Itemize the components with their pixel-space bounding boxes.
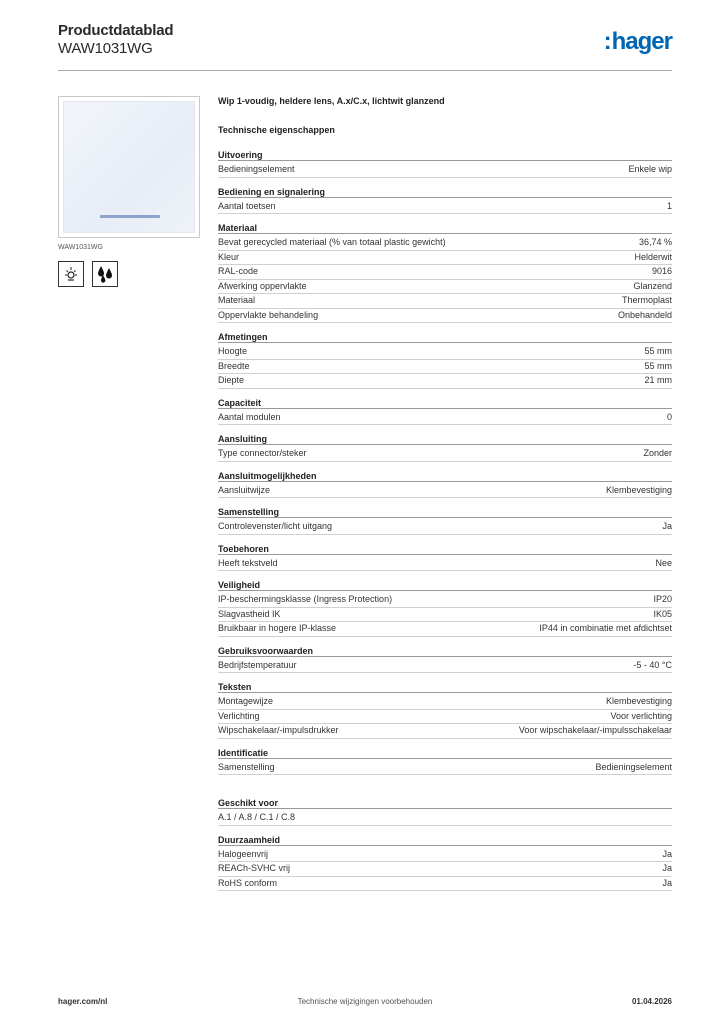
spec-row	[218, 374, 672, 389]
spec-row	[218, 294, 672, 309]
spec-group-title: Aansluiting	[218, 433, 672, 445]
feature-icons	[58, 261, 200, 287]
spec-label: Diepte	[218, 375, 245, 385]
spec-value: 55 mm	[644, 346, 672, 356]
spec-group	[218, 149, 672, 178]
spec-group	[218, 397, 672, 426]
spec-label: Breedte	[218, 360, 250, 371]
spec-group	[218, 331, 672, 389]
spec-label: Oppervlakte behandeling	[218, 309, 319, 320]
spec-value: Enkele wip	[628, 164, 672, 174]
spec-row	[218, 848, 672, 863]
spec-row	[218, 695, 672, 710]
spec-value: IP20	[653, 594, 672, 604]
spec-group-title: Samenstelling	[218, 506, 672, 518]
spec-group-title: Capaciteit	[218, 397, 672, 409]
product-description: Wip 1-voudig, heldere lens, A.x/C.x, lichtwit glanzend	[218, 96, 445, 106]
page-title: Productdatablad	[58, 22, 174, 39]
spec-value: Ja	[662, 521, 672, 531]
spec-row	[218, 200, 672, 215]
hager-logo[interactable]	[604, 28, 672, 56]
spec-group-title: Duurzaamheid	[218, 834, 672, 846]
spec-row	[218, 608, 672, 623]
spec-value: 36,74 %	[638, 237, 672, 247]
spec-row	[218, 309, 672, 324]
spec-group-title: Aansluitmogelijkheden	[218, 470, 672, 482]
spec-group-title: Uitvoering	[218, 149, 672, 161]
spec-value: 1	[666, 200, 672, 211]
spec-row	[218, 811, 672, 826]
spec-group	[218, 797, 672, 826]
spec-label: Hoogte	[218, 346, 248, 356]
footer-date: 01.04.2026	[631, 997, 672, 1006]
spec-group-title: Teksten	[218, 681, 672, 693]
spec-value: Klembevestiging	[605, 484, 672, 495]
spec-label: RoHS conform	[218, 877, 278, 888]
spec-group	[218, 681, 672, 739]
spec-row	[218, 761, 672, 776]
spec-value: Onbehandeld	[617, 309, 672, 320]
spec-group-title: Toebehoren	[218, 543, 672, 555]
spec-label: Afwerking oppervlakte	[218, 280, 307, 291]
spec-row	[218, 411, 672, 426]
spec-label: Slagvastheid IK	[218, 608, 281, 619]
spec-value: Ja	[662, 877, 672, 888]
spec-row	[218, 593, 672, 608]
spec-label: Kleur	[218, 251, 240, 262]
spec-label: REACh-SVHC vrij	[218, 863, 291, 873]
left-column	[58, 96, 200, 287]
spec-label: Samenstelling	[218, 761, 275, 772]
spec-label: Verlichting	[218, 710, 260, 721]
spec-group-title: Identificatie	[218, 747, 672, 759]
spec-group	[218, 222, 672, 323]
spec-value: Ja	[662, 863, 672, 873]
spec-column	[218, 96, 672, 899]
spec-row	[218, 265, 672, 280]
spec-row	[218, 484, 672, 499]
spec-label: Wipschakelaar/-impulsdrukker	[218, 725, 339, 735]
spec-row	[218, 345, 672, 360]
spec-value: Voor wipschakelaar/-impulsschakelaar	[518, 725, 672, 735]
spec-row	[218, 659, 672, 674]
spec-row	[218, 724, 672, 739]
spec-row	[218, 710, 672, 725]
spec-value: 21 mm	[644, 375, 672, 385]
spec-row	[218, 447, 672, 462]
spec-group-title: Veiligheid	[218, 579, 672, 591]
spec-group-title: Geschikt voor	[218, 797, 672, 809]
spec-label: Montagewijze	[218, 696, 274, 706]
footer-disclaimer: Technische wijzigingen voorbehouden	[297, 997, 433, 1006]
spec-group	[218, 747, 672, 776]
spec-label: Bedieningselement	[218, 164, 295, 174]
spec-group	[218, 470, 672, 499]
spec-value: Thermoplast	[621, 295, 672, 305]
spec-label: IP-beschermingsklasse (Ingress Protection)	[218, 594, 393, 604]
spec-row	[218, 280, 672, 295]
durability-group	[218, 834, 672, 892]
spec-value: 55 mm	[644, 360, 672, 371]
spec-label: Bedrijfstemperatuur	[218, 659, 297, 670]
spacer	[218, 783, 672, 797]
image-caption: WAW1031WG	[58, 244, 103, 251]
spec-value: IP44 in combinatie met afdichtset	[539, 623, 672, 633]
spec-row	[218, 360, 672, 375]
spec-group	[218, 645, 672, 674]
spec-value: Ja	[662, 848, 672, 859]
spec-label: Heeft tekstveld	[218, 557, 278, 568]
spec-row	[218, 557, 672, 572]
water-drops-icon	[92, 261, 118, 287]
spec-row	[218, 622, 672, 637]
header-divider	[58, 70, 672, 71]
spec-group-title: Afmetingen	[218, 331, 672, 343]
switch-lens-bar	[100, 215, 160, 218]
spec-value: -5 - 40 °C	[633, 659, 672, 670]
spec-value: 0	[666, 411, 672, 422]
spec-group	[218, 506, 672, 535]
spec-label: Aantal toetsen	[218, 200, 276, 211]
spec-group	[218, 834, 672, 892]
logo-text: hager	[611, 28, 672, 55]
spec-group	[218, 186, 672, 215]
spec-row	[218, 236, 672, 251]
spec-value: IK05	[653, 608, 672, 619]
spec-row	[218, 251, 672, 266]
logo-colon: :	[603, 28, 611, 55]
spec-row	[218, 163, 672, 178]
product-code: WAW1031WG	[58, 40, 153, 57]
spec-value: Zonder	[643, 448, 672, 458]
spec-value: 9016	[651, 266, 672, 276]
spec-label: Bruikbaar in hogere IP-klasse	[218, 623, 337, 633]
spec-row	[218, 520, 672, 535]
light-bulb-icon	[58, 261, 84, 287]
spec-value: Bedieningselement	[595, 761, 672, 772]
product-image	[58, 96, 200, 238]
suitable-group	[218, 797, 672, 826]
spec-group-title: Materiaal	[218, 222, 672, 234]
spec-group	[218, 579, 672, 637]
spec-label: RAL-code	[218, 266, 259, 276]
spec-group	[218, 433, 672, 462]
footer-website-link[interactable]: hager.com/nl	[58, 997, 108, 1006]
spec-label: Controlevenster/licht uitgang	[218, 521, 333, 531]
header	[58, 22, 173, 57]
spec-row	[218, 877, 672, 892]
spec-group	[218, 543, 672, 572]
spec-label: A.1 / A.8 / C.1 / C.8	[218, 812, 296, 822]
switch-face	[63, 101, 195, 233]
spec-label: Aantal modulen	[218, 411, 281, 422]
spec-groups	[218, 149, 672, 775]
section-title: Technische eigenschappen	[218, 125, 335, 135]
spec-value: Voor verlichting	[610, 710, 672, 721]
spec-value: Glanzend	[633, 280, 672, 291]
spec-row	[218, 862, 672, 877]
spec-label: Bevat gerecycled materiaal (% van totaal plastic gewicht)	[218, 237, 446, 247]
spec-label: Type connector/steker	[218, 448, 307, 458]
spec-value: Nee	[655, 557, 672, 568]
spec-value: Helderwit	[634, 251, 672, 262]
spec-value: Klembevestiging	[605, 696, 672, 706]
spec-group-title: Bediening en signalering	[218, 186, 672, 198]
spec-label: Materiaal	[218, 295, 256, 305]
spec-label: Halogeenvrij	[218, 848, 269, 859]
spec-label: Aansluitwijze	[218, 484, 271, 495]
spec-group-title: Gebruiksvoorwaarden	[218, 645, 672, 657]
